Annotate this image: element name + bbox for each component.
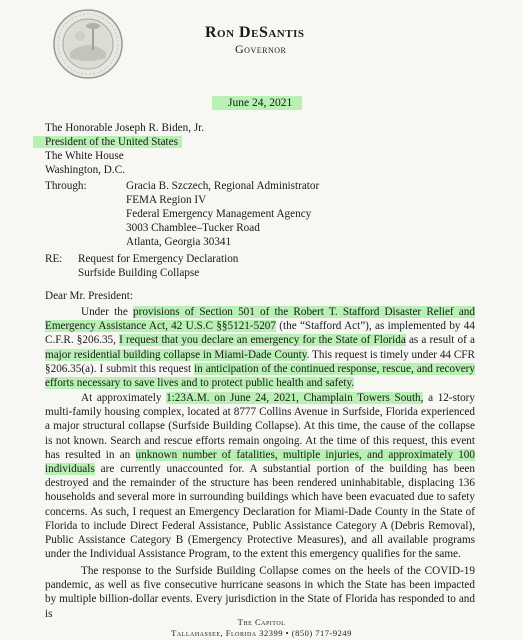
para1-highlight-collapse: major residential building collapse in Miami-Dade County bbox=[45, 348, 307, 361]
para2-text: a 12-story multi-family housing complex, located at 8777 Collins Avenue in Surfside, Florida experienced a major structural collapse (Surfside Building Collapse). At this time, the cause of the collapse is not known. Search and rescue efforts remain ongoing. At the time of this request, this event has resulted in an bbox=[45, 392, 475, 461]
addressee-line-3: The White House bbox=[45, 150, 124, 162]
para2-highlight-casualties: unknown number of fatalities, multiple injuries, and approximately 100 individuals bbox=[45, 448, 475, 476]
addressee-line-1: The Honorable Joseph R. Biden, Jr. bbox=[45, 122, 205, 134]
through-line: Atlanta, Georgia 30341 bbox=[126, 236, 232, 248]
re-line-1: Request for Emergency Declaration bbox=[78, 253, 239, 265]
para2-text: At approximately bbox=[81, 392, 167, 404]
para1-text: Under the bbox=[81, 306, 134, 318]
paragraph-event bbox=[45, 391, 475, 561]
re-label: RE: bbox=[45, 253, 63, 265]
state-seal-icon bbox=[52, 8, 124, 80]
re-line-2: Surfside Building Collapse bbox=[78, 267, 200, 279]
through-line: Gracia B. Szczech, Regional Administrator bbox=[126, 180, 320, 192]
footer-line-1: The Capitol bbox=[237, 617, 286, 627]
through-label: Through: bbox=[45, 180, 87, 192]
paragraph-request bbox=[45, 305, 475, 390]
para1-highlight-efforts: in anticipation of the continued response, rescue, and recovery efforts necessary to save lives and to protect public health and safety. bbox=[45, 362, 475, 390]
para1-highlight-request: I request that you declare an emergency for the State of Florida bbox=[119, 334, 406, 347]
through-line: FEMA Region IV bbox=[126, 194, 207, 206]
para1-text: (the “Stafford Act”), as implemented by 44 C.F.R. §206.35, bbox=[45, 320, 475, 347]
governor-name: Ron DeSantis bbox=[205, 24, 305, 41]
para1-text: as a result of a bbox=[405, 334, 475, 347]
letter-date: June 24, 2021 bbox=[212, 96, 302, 110]
para1-text: . This request is timely under 44 CFR §206.35(a). I submit this request bbox=[45, 348, 475, 375]
para1-highlight-stafford-act: provisions of Section 501 of the Robert T. Stafford Disaster Relief and Emergency Assistance Act, 42 U.S.C §§5121-5207 bbox=[45, 306, 475, 333]
paragraph-response: The response to the Surfside Building Collapse comes on the heels of the COVID-19 pandemic, as well as five consecutive hurricane seasons in which the State has been impacted by multiple billion-dollar events. Every jurisdiction in the State of Florida has responded to and is bbox=[45, 565, 475, 620]
salutation: Dear Mr. President: bbox=[45, 290, 133, 302]
para2-highlight-time: 1:23A.M. on June 24, 2021, Champlain Towers South, bbox=[166, 392, 424, 404]
addressee-line-2: President of the United States bbox=[33, 136, 182, 148]
addressee-line-4: Washington, D.C. bbox=[45, 164, 125, 176]
through-line: 3003 Chamblee–Tucker Road bbox=[126, 222, 260, 234]
footer-line-2: Tallahassee, Florida 32399 • (850) 717-9249 bbox=[171, 628, 352, 638]
governor-title: Governor bbox=[235, 42, 287, 56]
through-line: Federal Emergency Management Agency bbox=[126, 208, 312, 220]
para2-text: are currently unaccounted for. A substantial portion of the building has been destroyed and the remainder of the structure has been rendered uninhabitable, displacing 136 households and several more in surrounding buildings which have been evacuated due to safety concerns. As such, I request an Emergency Declaration for Miami-Dade County in the State of Florida to include Direct Federal Assistance, Public Assistance Category A (Debris Removal), Public Assistance Category B (Emergency Protective Measures), and all available programs under the Individual Assistance Program, to the extent this emergency qualifies for the same. bbox=[45, 463, 475, 561]
